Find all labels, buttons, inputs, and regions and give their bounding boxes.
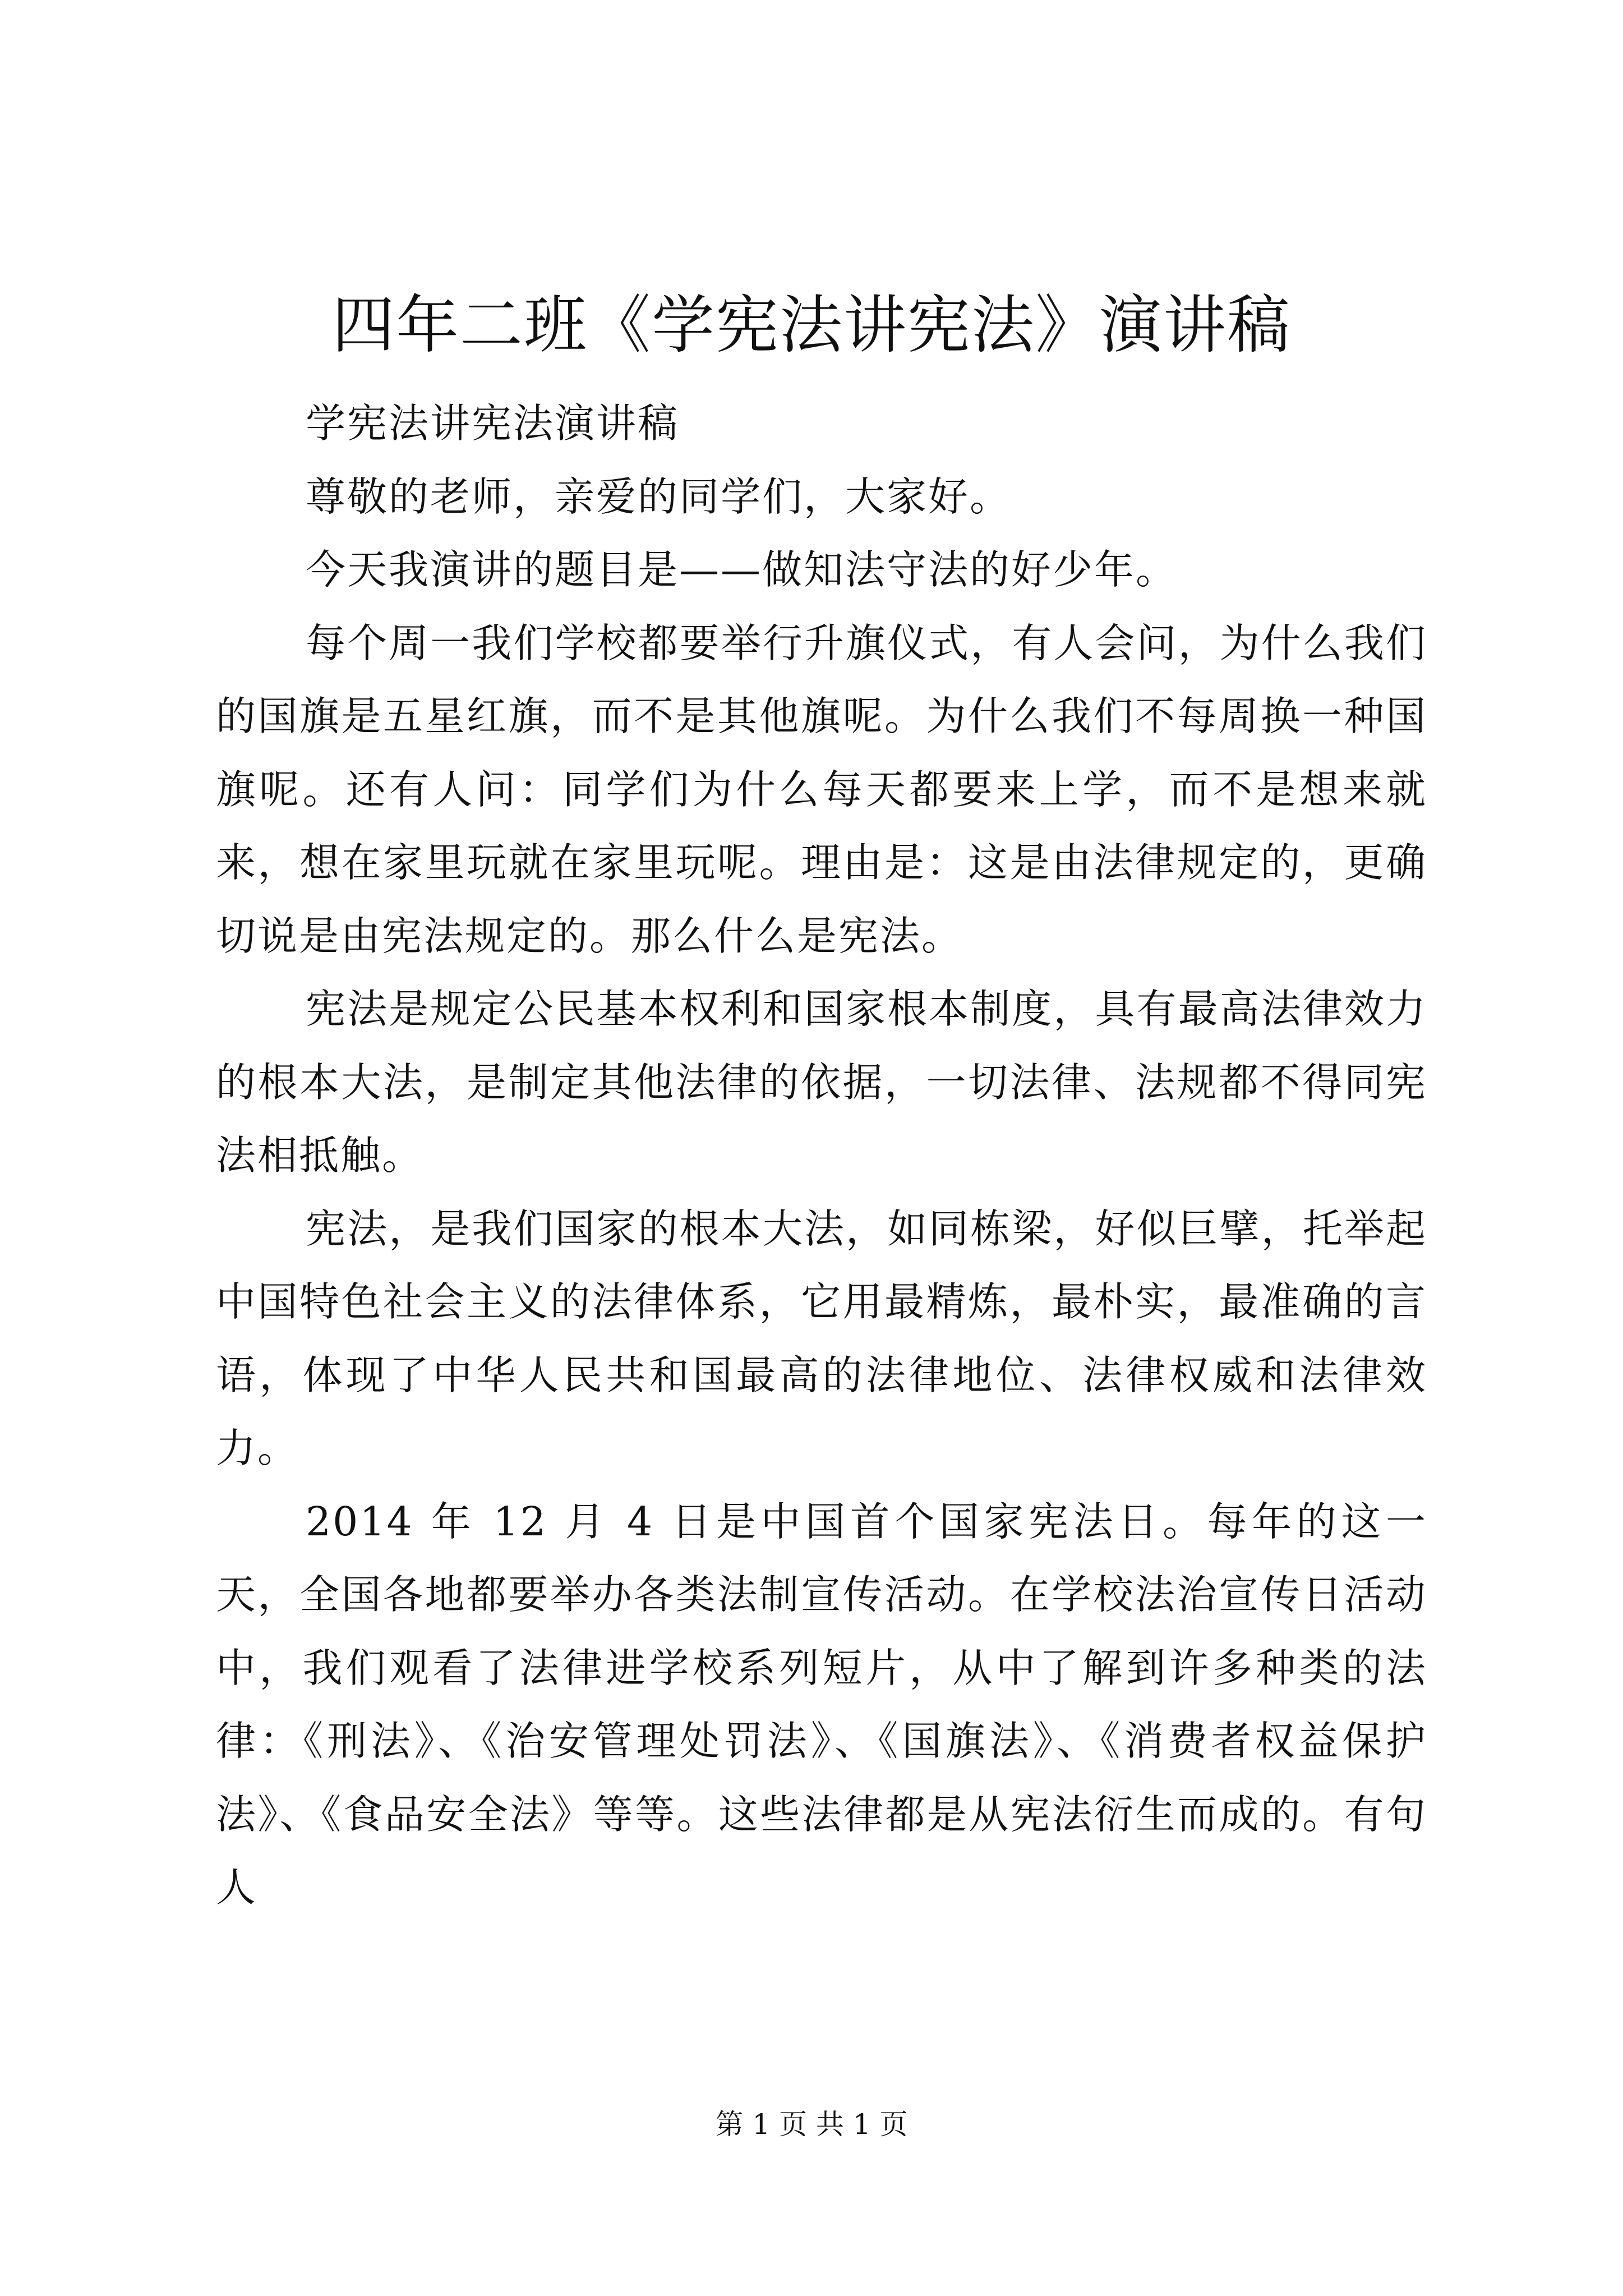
paragraph-greeting: 尊敬的老师，亲爱的同学们，大家好。 <box>306 473 1012 520</box>
paragraph-flag-ceremony: 每个周一我们学校都要举行升旗仪式，有人会问，为什么我们的国旗是五星红旗，而不是其他旗呢。为什么我们不每周换一种国旗呢。还有人问：同学们为什么每天都要来上学，而不是想来就来，想在家里玩就在家里玩呢。理由是：这是由法律规定的，更确切说是由宪法规定的。那么什么是宪法。 <box>216 619 1427 959</box>
paragraph-constitution-day: 2014 年 12 月 4 日是中国首个国家宪法日。每年的这一天，全国各地都要举办各类法制宣传活动。在学校法治宣传日活动中，我们观看了法律进学校系列短片，从中了解到许多种类的法律：《刑法》、《治安管理处罚法》、《国旗法》、《消费者权益保护法》、《食品安全法》等等。这些法律都是从宪法衍生而成的。有句人 <box>216 1498 1427 1911</box>
document-body <box>216 387 1427 1925</box>
page-footer: 第 1 页 共 1 页 <box>715 2108 908 2141</box>
paragraph-fundamental-law: 宪法，是我们国家的根本大法，如同栋梁，好似巨擘，托举起中国特色社会主义的法律体系，它用最精炼，最朴实，最准确的言语，体现了中华人民共和国最高的法律地位、法律权威和法律效力。 <box>216 1205 1427 1471</box>
paragraph-topic: 今天我演讲的题目是——做知法守法的好少年。 <box>306 546 1178 593</box>
paragraph-constitution-definition: 宪法是规定公民基本权利和国家根本制度，具有最高法律效力的根本大法，是制定其他法律的依据，一切法律、法规都不得同宪法相抵触。 <box>216 986 1427 1179</box>
document-title: 四年二班《学宪法讲宪法》演讲稿 <box>332 289 1291 362</box>
paragraph-subtitle: 学宪法讲宪法演讲稿 <box>306 400 680 447</box>
